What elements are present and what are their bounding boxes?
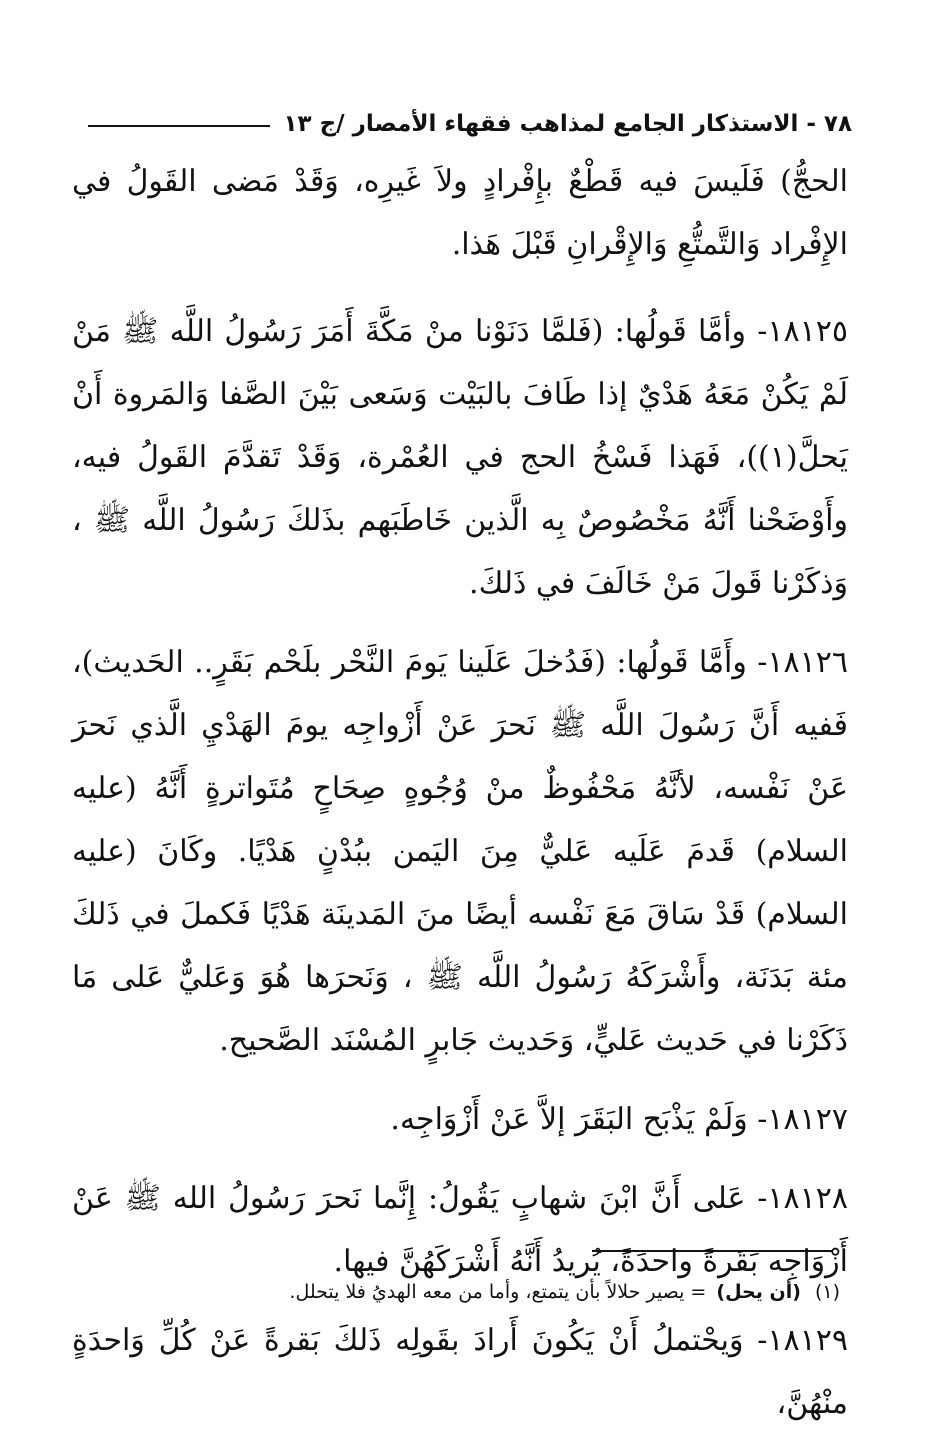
footnote-term: (أن يحل) [716, 1281, 801, 1303]
paragraph-18128: ١٨١٢٨- عَلى أَنَّ ابْنَ شهابٍ يَقُولُ: إِنَّما نَحرَ رَسُولُ الله ﷺ عَنْ أَزْوَاجِه بَقَرةً واحدَةً، يُريدُ أَنَّهُ أَشْرَكَهُنَّ فيها. [72, 1181, 848, 1279]
paragraph-continuation: الحجُّ) فَلَيسَ فيه قَطْعٌ بإِفْرادٍ ولاَ غَيرِه، وَقَدْ مَضى القَولُ في الإِفْراد وَالتَّمتُّعِ وَالإِقْرانِ قَبْلَ هَذا. [72, 164, 848, 262]
header-rule [88, 125, 270, 127]
paragraph-18127: ١٨١٢٧- وَلَمْ يَذْبَح البَقَرَ إلاَّ عَنْ أَزْوَاجِه. [390, 1102, 848, 1137]
paragraph-18129: ١٨١٢٩- وَيحْتملُ أَنْ يَكُونَ أَرادَ بقَولِه ذَلكَ بَقرةً عَنْ كُلِّ وَاحدَةٍ منْهُنَّ، [72, 1323, 848, 1421]
footnote [150, 1276, 840, 1308]
running-title: ٧٨ - الاستذكار الجامع لمذاهب فقهاء الأمصار /ج ١٣ [283, 111, 852, 137]
footnote-rule [592, 1250, 832, 1252]
footnote-text: = يصير حلالاً بأن يتمتع، وأما من معه الهديُ فلا يتحلل. [289, 1281, 707, 1303]
running-header [88, 104, 852, 144]
paragraph-18125: ١٨١٢٥- وأمَّا قَولُها: (فَلمَّا دَنَوْنا منْ مَكَّةَ أَمَرَ رَسُولُ اللَّه ﷺ مَنْ لَمْ يَكُنْ مَعَهُ هَدْيٌ إذا طَافَ بالبَيْت وَسَعى بَيْنَ الصَّفا وَالمَروة أَنْ يَحلَّ(١))، فَهَذا فَسْخُ الحج في العُمْرة، وَقَدْ تَقدَّمَ القَولُ فيه، وأَوْضَحْنا أَنَّهُ مَخْصُوصٌ بِه الَّذين خَاطَبَهم بذَلكَ رَسُولُ اللَّه ﷺ ، وَذكَرْنا قَولَ مَنْ خَالَفَ في ذَلكَ. [72, 314, 848, 601]
main-text [72, 150, 848, 1451]
footnote-number: (١) [814, 1281, 840, 1303]
paragraph-18126: ١٨١٢٦- وأَمَّا قَولُها: (فَدُخلَ عَلَينا يَومَ النَّحْر بلَحْم بَقَرٍ.. الحَديث)، فَفيه أَنَّ رَسُولَ اللَّه ﷺ نَحرَ عَنْ أَزْواجِه يومَ الهَدْيِ الَّذي نَحرَ عَنْ نَفْسه، لأنَّهُ مَحْفُوظٌ منْ وُجُوهٍ صِحَاحٍ مُتَواترةٍ أَنَّهُ (عليه السلام) قَدمَ عَلَيه عَليٌّ مِنَ اليَمن ببُدْنٍ هَدْيًا. وكَانَ (عليه السلام) قَدْ سَاقَ مَعَ نَفْسه أيضًا منَ المَدينَة هَدْيًا فَكملَ في ذَلكَ مئة بَدَنَة، وأَشْرَكَهُ رَسُولُ اللَّه ﷺ ، وَنَحرَها هُوَ وَعَليٌّ عَلى مَا ذَكَرْنا في حَديث عَليٍّ، وَحَديث جَابرٍ المُسْنَد الصَّحيح. [72, 645, 848, 1058]
